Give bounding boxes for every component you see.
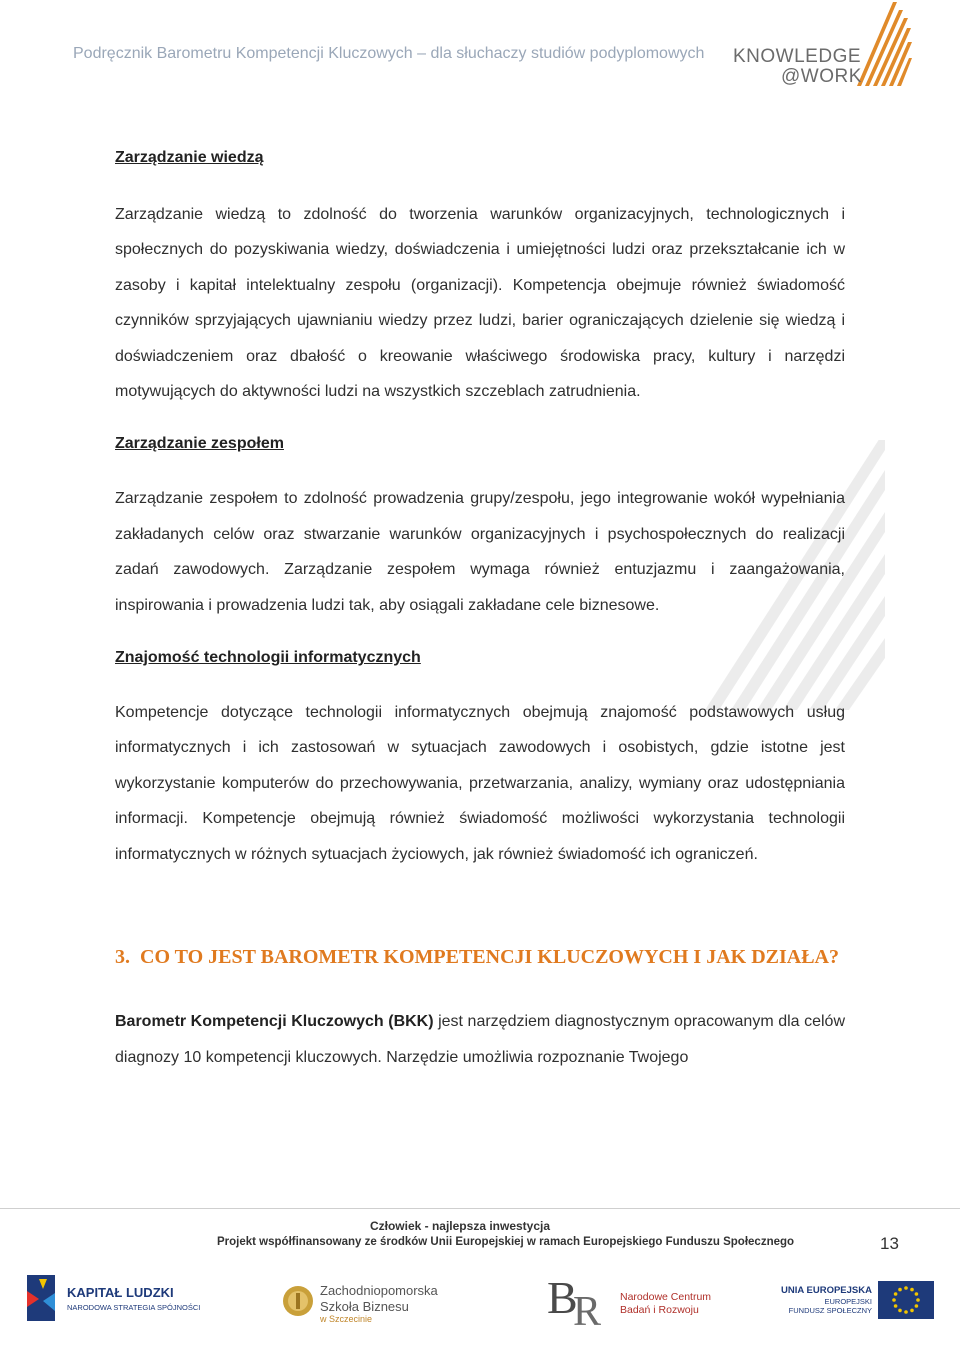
footer-tagline-text: Człowiek - najlepsza inwestycja bbox=[369, 1219, 551, 1233]
heading-zarzadzanie-wiedza: Zarządzanie wiedzą bbox=[115, 149, 264, 166]
svg-text:B: B bbox=[547, 1272, 578, 1323]
header-title: Podręcznik Barometru Kompetencji Kluczowych – dla słuchaczy studiów podyplomowych bbox=[73, 45, 705, 62]
footer-tagline bbox=[0, 1219, 960, 1233]
footer-logos bbox=[0, 1265, 960, 1335]
paragraph-technologie-informatyczne: Kompetencje dotyczące technologii informatycznych obejmują znajomość podstawowych usług informatycznych i ich zastosowań w sytuacjach zawodowych i osobistych, gdzie istotne jest wykorzystanie komputerów do przechowywania, przetwarzania, analizy, wymiany oraz udostępniania informacji. Kompetencje obejmują również świadomość możliwości wykorzystania technologii informatycznych w różnych sytuacjach życiowych, jak również świadomość ich ograniczeń. bbox=[115, 704, 845, 863]
unia-europejska-logo bbox=[781, 1279, 940, 1329]
paragraph-barometr bbox=[115, 1004, 845, 1075]
ncbr-logo bbox=[545, 1269, 715, 1331]
zsb-line1: Zachodniopomorska bbox=[320, 1283, 438, 1298]
heading-zarzadzanie-zespolem: Zarządzanie zespołem bbox=[115, 435, 284, 453]
ue-line1: UNIA EUROPEJSKA bbox=[781, 1285, 872, 1296]
logo-text-knowledge: KNOWLEDGE bbox=[733, 46, 862, 67]
chapter-title-text: CO TO JEST BAROMETR KOMPETENCJI KLUCZOWYCH I JAK DZIAŁA? bbox=[140, 946, 839, 969]
footer-divider bbox=[0, 1208, 960, 1209]
ncbr-line1: Narodowe Centrum bbox=[620, 1291, 712, 1303]
logo-text-at-work: @WORK bbox=[781, 66, 862, 87]
paragraph-zarzadzanie-zespolem: Zarządzanie zespołem to zdolność prowadzenia grupy/zespołu, jego integrowanie wokół wypełniania zakładanych celów oraz stwarzanie warunków organizacyjnych i psychospołecznych do realizacji zadań zawodowych. Zarządzanie zespołem wymaga również entuzjazmu i zaangażowania, inspirowania i prowadzenia ludzi tak, aby osiągali zakładane cele biznesowe. bbox=[115, 490, 845, 614]
eu-flag-icon bbox=[878, 1281, 934, 1319]
paragraph-zarzadzanie-wiedza: Zarządzanie wiedzą to zdolność do tworzenia warunków organizacyjnych, technologicznych i społecznych do pozyskiwania wiedzy, doświadczenia i umiejętności ludzi oraz przekształcanie ich w zasoby i kapitał intelektualny zespołu (organizacji). Kompetencja obejmuje również świadomość czynników sprzyjających ujawnianiu wiedzy przez ludzi, barier ograniczających dzielenie się wiedzą i doświadczeniem oraz dbałość o kreowanie właściwego środowiska pracy, kultury i narzędzi motywujących do aktywności ludzi na wszystkich szczeblach zatrudnienia. bbox=[115, 206, 845, 401]
page-number: 13 bbox=[880, 1234, 899, 1253]
document-body bbox=[115, 142, 845, 1075]
svg-text:R: R bbox=[573, 1289, 602, 1331]
ue-line3: FUNDUSZ SPOŁECZNY bbox=[788, 1306, 872, 1315]
zachodniopomorska-szkola-biznesu-logo bbox=[280, 1271, 460, 1327]
knowledge-at-work-logo bbox=[733, 0, 913, 95]
zsb-medal-icon bbox=[280, 1271, 316, 1327]
ncbr-line2: Badań i Rozwoju bbox=[620, 1304, 699, 1316]
kapital-ludzki-subtitle: NARODOWA STRATEGIA SPÓJNOŚCI bbox=[67, 1303, 201, 1312]
kapital-ludzki-logo bbox=[25, 1271, 201, 1327]
kapital-ludzki-emblem-icon bbox=[25, 1271, 63, 1327]
heading-technologie-informatyczne: Znajomość technologii informatycznych bbox=[115, 649, 421, 667]
ue-line2: EUROPEJSKI bbox=[824, 1297, 872, 1306]
zsb-line3: w Szczecinie bbox=[320, 1314, 373, 1324]
zsb-line2: Szkoła Biznesu bbox=[320, 1299, 409, 1314]
chapter-title bbox=[115, 942, 845, 972]
barometr-text: jest narzędziem diagnostycznym opracowanym dla celów diagnozy 10 kompetencji kluczowych. Narzędzie umożliwia rozpoznanie Twojego bbox=[115, 1013, 845, 1066]
footer-cofinancing: Projekt współfinansowany ze środków Unii Europejskiej w ramach Europejskiego Funduszu Społecznego bbox=[217, 1236, 795, 1248]
barometr-bold-lead: Barometr Kompetencji Kluczowych (BKK) bbox=[115, 1013, 434, 1031]
kapital-ludzki-title: KAPITAŁ LUDZKI bbox=[67, 1285, 174, 1300]
ncbr-emblem-icon bbox=[545, 1269, 617, 1331]
logo-rays-icon bbox=[853, 0, 913, 90]
page-header bbox=[0, 0, 960, 100]
chapter-number: 3. bbox=[115, 946, 130, 969]
